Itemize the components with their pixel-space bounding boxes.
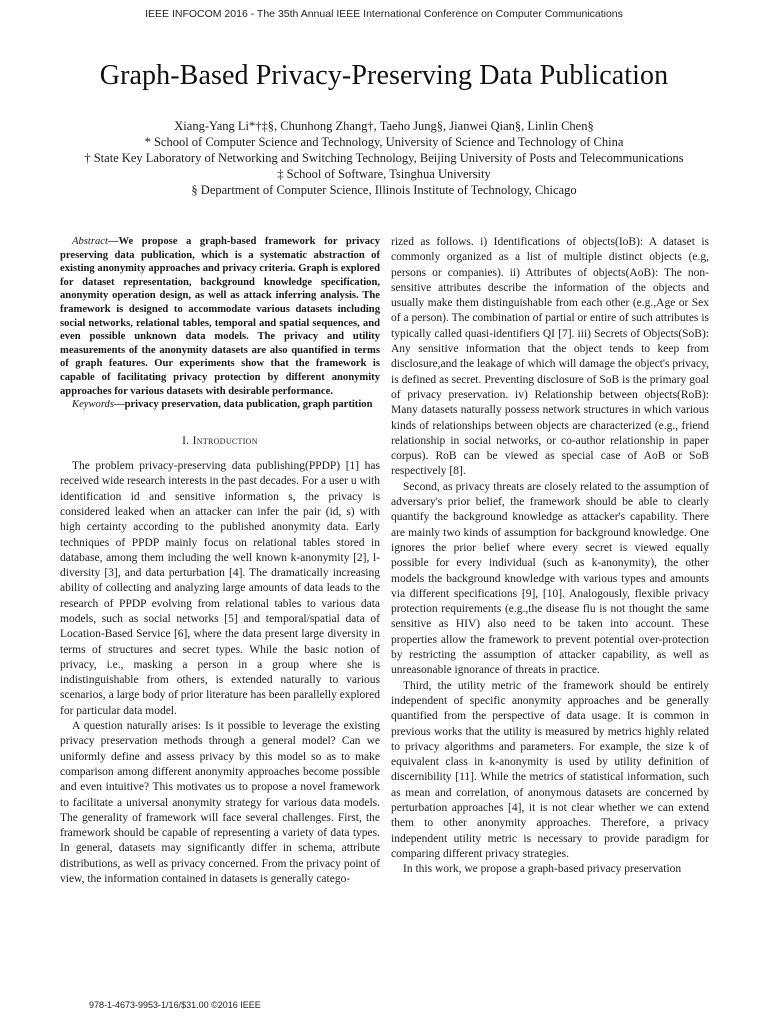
copyright-footer: 978-1-4673-9953-1/16/$31.00 ©2016 IEEE bbox=[89, 1000, 261, 1010]
conference-header: IEEE INFOCOM 2016 - The 35th Annual IEEE International Conference on Computer Communications bbox=[145, 8, 623, 20]
affiliation-2: † State Key Laboratory of Networking and Switching Technology, Beijing University of Posts and Telecommunications bbox=[84, 151, 684, 165]
intro-paragraph-4: Second, as privacy threats are closely related to the assumption of adversary's prior belief, the framework should be able to clearly quantify the background knowledge as attacker's capability. There are mainly two kinds of assumption for background knowledge. One ignores the prior belief where every secret is viewed equally possible for every individual (such as k-anonymity), the other models the background knowledge with various types and amounts via different specifications [9], [10]. Analogously, flexible privacy protection requirements (e.g.,the disease flu is not thought the same sensitive as HIV) also need to be taken into account. These properties allow the framework to prevent potential over-protection by restricting the assumption of attacker capability, as well as unreasonable ignorance of threats in practice. bbox=[391, 480, 709, 677]
abstract bbox=[60, 235, 380, 398]
right-column bbox=[391, 235, 709, 877]
keywords-lead: Keywords bbox=[72, 399, 114, 411]
abstract-lead: Abstract bbox=[72, 236, 108, 247]
keywords bbox=[60, 398, 380, 412]
intro-paragraph-2: A question naturally arises: Is it possible to leverage the existing privacy preservation methods through a general model? Can we uniformly define and assess privacy by this model so as to make comparison among different anonymity approaches become possible and even intuitive? This motivates us to propose a novel framework to facilitate a universal anonymity strategy for various data models. The generality of framework will face several challenges. First, the framework should be capable of representing a variety of data types. In general, datasets may significantly differ in schema, attribute distributions, as well as privacy concerned. From the privacy point of view, the information contained in datasets is generally catego- bbox=[60, 720, 380, 886]
intro-paragraph-1: The problem privacy-preserving data publishing(PPDP) [1] has received wide research interests in the past decades. For a user u with identification id and sensitive information s, the privacy is considered leaked when an attacker can infer the pair (id, s) with high certainty according to the published anonymity data. Early techniques of PPDP mainly focus on relational tables stored in database, among them including the well known k-anonymity [2], l-diversity [3], and data perturbation [4]. The dramatically increasing ability of collecting and analyzing large amounts of data leads to the research of PPDP evolving from relational tables to various data models, such as social networks [5] and temporal/spatial data of Location-Based Service [6], where the data present large diversity in terms of structures and secret types. While the basic notion of privacy, i.e., masking a person in a group where she is indistinguishable from others, is extended naturally to various scenarios, a large body of prior literature has been parallelly explored for particular data model. bbox=[60, 460, 380, 717]
intro-paragraph-5: Third, the utility metric of the framework should be entirely independent of specific anonymity approaches and be generally quantified from the perspective of data usage. It is common in previous works that the utility is measured by metrics highly related to privacy algorithms and parameters. For example, the size k of equivalent class in k-anonymity is used by utility definition of discernibility [11]. While the metrics of statistical information, such as mean and correlation, of anonymous datasets are concerned by perturbation approaches [4], it is not clear whether we can extend them to other anonymity approaches. Therefore, a privacy independent utility metric is necessary to provide paradigm for comparing different privacy strategies. bbox=[391, 679, 709, 860]
intro-paragraph-6: In this work, we propose a graph-based privacy preservation bbox=[403, 863, 682, 876]
section-heading: I. Introduction bbox=[182, 434, 258, 447]
left-column bbox=[60, 235, 380, 887]
affiliation-4: § Department of Computer Science, Illinois Institute of Technology, Chicago bbox=[191, 183, 577, 197]
paper-title: Graph-Based Privacy-Preserving Data Publication bbox=[99, 60, 669, 91]
affiliation-1: * School of Computer Science and Technology, University of Science and Technology of China bbox=[144, 135, 624, 149]
abstract-text: —We propose a graph-based framework for privacy preserving data publication, which is a systematic abstraction of existing anonymity approaches and privacy criteria. Graph is explored for dataset representation, background knowledge specification, anonymity operation design, as well as attack inferring analysis. The framework is designed to accommodate various datasets including social networks, relational tables, temporal and spatial sequences, and even possible unknown data models. The privacy and utility measurements of the anonymity datasets are also quantified in terms of graph features. Our experiments show that the framework is capable of facilitating privacy protection by different anonymity approaches for various datasets with desirable performance. bbox=[60, 236, 380, 397]
keywords-text: —privacy preservation, data publication, graph partition bbox=[113, 399, 373, 411]
author-names: Xiang-Yang Li*†‡§, Chunhong Zhang†, Taeho Jung§, Jianwei Qian§, Linlin Chen§ bbox=[174, 119, 594, 133]
intro-paragraph-3: rized as follows. i) Identifications of objects(IoB): A dataset is commonly organized as a list of multiple distinct objects (e.g, persons or companies). ii) Attributes of objects(AoB): The non-sensitive attributes describe the information of the objects and usually make them distinguishable from each other (e.g.,Age or Sex of a person). The combination of partial or entire of such attributes is typically called quasi-identifiers QI [7]. iii) Secrets of Objects(SoB): Any sensitive information that the object tends to keep from disclosure,and the leakage of which will damage the object's privacy, is defined as secret. Preventing disclosure of SoB is the primary goal of privacy preservation. iv) Relationship between objects(RoB): Many datasets naturally possess network structures in which various kinds of relationships between objects are characterized (e.g., friend relationship in social networks, or co-author relationship in paper corpus). RoB can be viewed as special case of AoB or SoB respectively [8]. bbox=[391, 236, 709, 478]
author-block bbox=[0, 118, 768, 198]
affiliation-3: ‡ School of Software, Tsinghua University bbox=[277, 167, 491, 181]
